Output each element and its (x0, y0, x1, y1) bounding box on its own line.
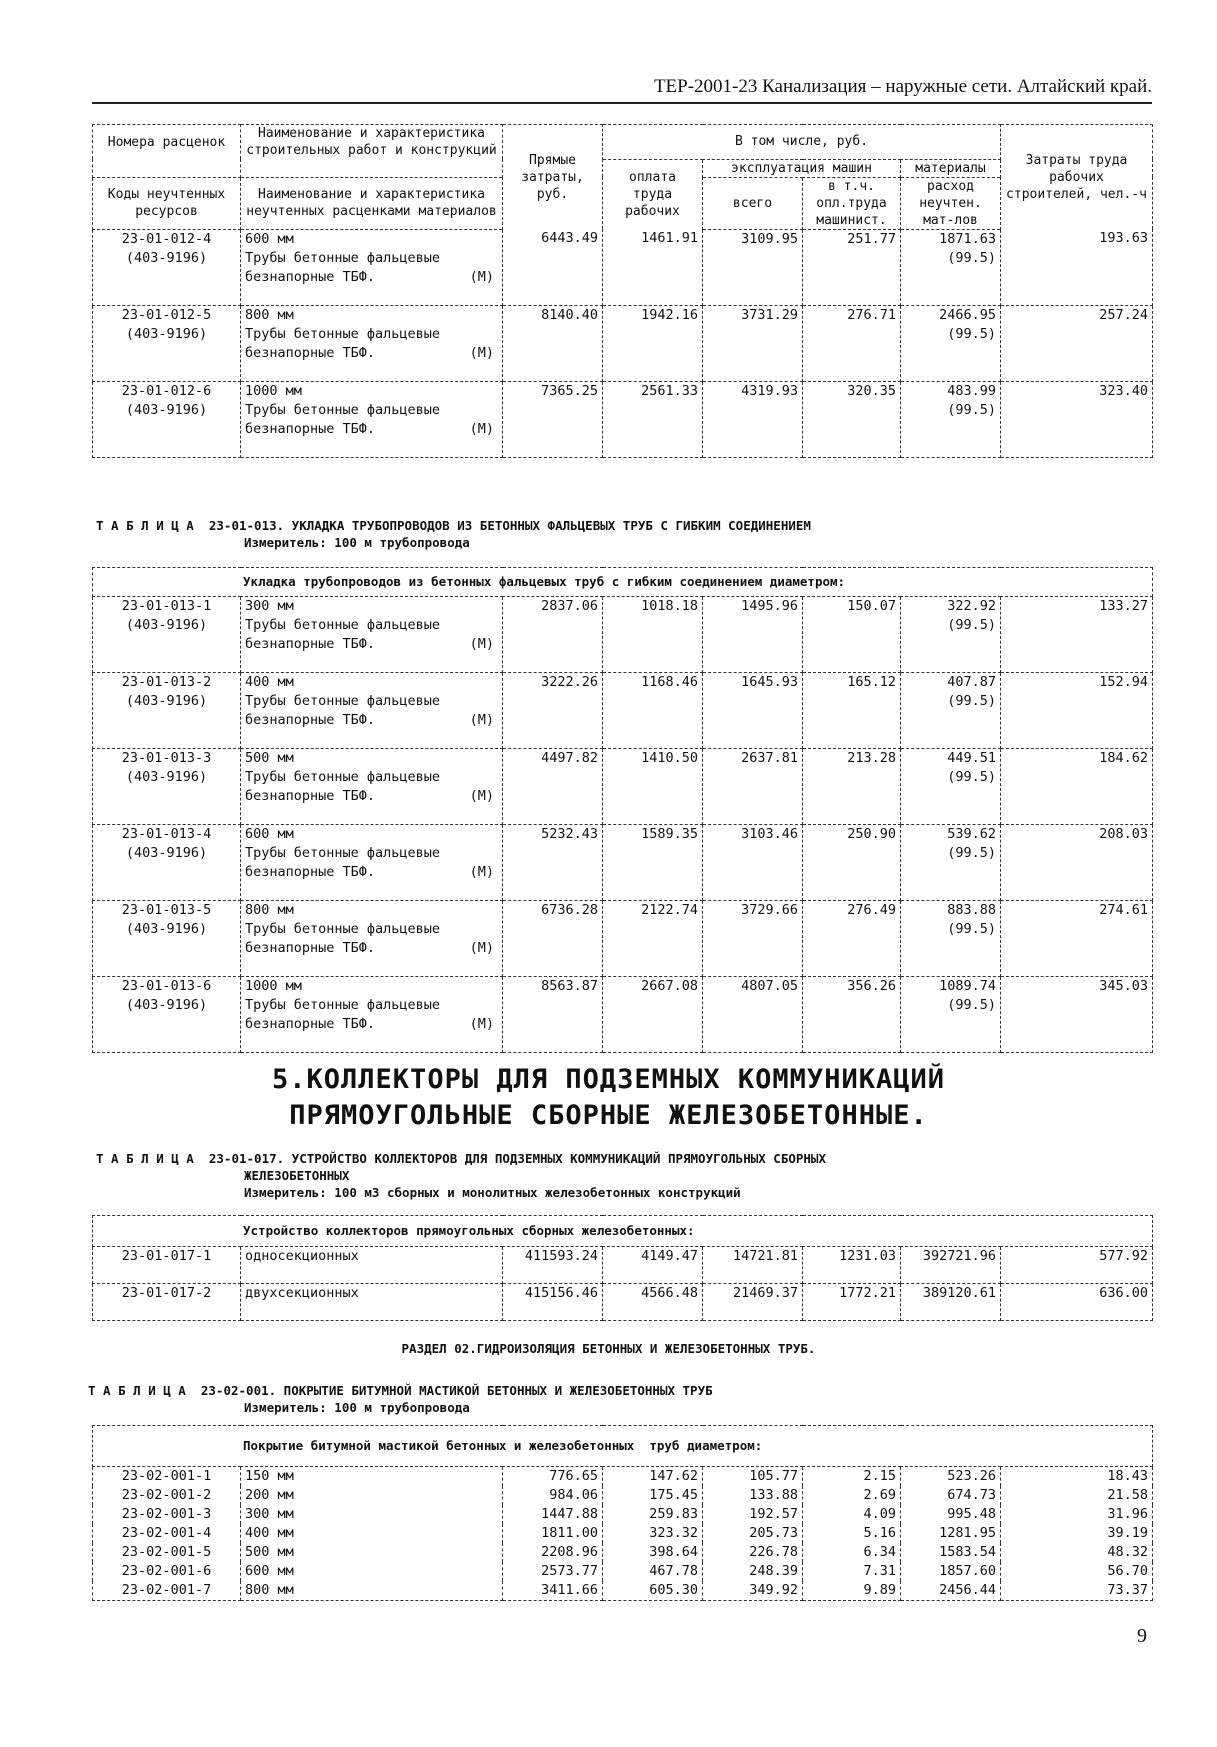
material-type: безнапорные ТБФ. (245, 712, 376, 728)
materials-cost-line: 449.51 (947, 750, 996, 766)
work-name: 400 мм (241, 1524, 503, 1543)
materials-cost: 1281.95 (901, 1524, 1001, 1543)
labor-hours: 73.37 (1001, 1581, 1153, 1601)
machine-total: 3731.29 (703, 305, 803, 381)
machine-total: 349.92 (703, 1581, 803, 1601)
section-title-line1: 5.КОЛЛЕКТОРЫ ДЛЯ ПОДЗЕМНЫХ КОММУНИКАЦИЙ (272, 1064, 945, 1095)
worker-pay: 323.32 (603, 1524, 703, 1543)
worker-pay: 2122.74 (603, 901, 703, 977)
material-type: безнапорные ТБФ. (245, 344, 376, 361)
materials-cost-line: 322.92 (947, 598, 996, 614)
operator-pay: 356.26 (803, 977, 901, 1053)
col-labor-header: Затраты труда рабочих строителей, чел.-ч (1001, 125, 1153, 230)
material-name: Трубы бетонные фальцевые (245, 769, 441, 785)
direct-cost: 984.06 (503, 1486, 603, 1505)
col-res-name-header: Наименование и характеристика неучтенных расценками материалов (241, 177, 503, 229)
labor-hours: 31.96 (1001, 1505, 1153, 1524)
col-pay-header: оплата труда рабочих (603, 159, 703, 229)
worker-pay: 1461.91 (603, 229, 703, 305)
pipe-size: 400 мм (245, 674, 294, 690)
direct-cost: 7365.25 (503, 381, 603, 457)
direct-cost: 5232.43 (503, 825, 603, 901)
table-row (93, 1467, 1153, 1487)
operator-pay: 320.35 (803, 381, 901, 457)
materials-cost-line: 539.62 (947, 826, 996, 842)
labor-hours: 152.94 (1001, 673, 1153, 749)
direct-cost: 6443.49 (503, 229, 603, 305)
materials-cost (901, 901, 1001, 977)
work-name (241, 825, 503, 901)
worker-pay: 1168.46 (603, 673, 703, 749)
materials-cost: 995.48 (901, 1505, 1001, 1524)
operator-pay: 276.49 (803, 901, 901, 977)
worker-pay: 605.30 (603, 1581, 703, 1601)
materials-cost: 523.26 (901, 1467, 1001, 1487)
operator-pay: 150.07 (803, 597, 901, 673)
direct-cost: 411593.24 (503, 1247, 603, 1284)
machine-total: 226.78 (703, 1543, 803, 1562)
direct-cost: 1447.88 (503, 1505, 603, 1524)
rate-code: 23-01-017-2 (93, 1284, 241, 1321)
rate-code-line: (403-9196) (125, 401, 208, 418)
caption-23-01-013 (96, 517, 811, 551)
materials-cost (901, 229, 1001, 305)
machine-total: 3103.46 (703, 825, 803, 901)
table-row (93, 229, 1153, 305)
material-line (245, 939, 498, 958)
pipe-size: 1000 мм (245, 382, 302, 399)
table-row (93, 1543, 1153, 1562)
material-name: Трубы бетонные фальцевые (245, 921, 441, 937)
materials-cost-line: (99.5) (947, 769, 996, 785)
running-header: ТЕР-2001-23 Канализация – наружные сети. Алтайский край. (92, 72, 1152, 104)
material-name: Трубы бетонные фальцевые (245, 617, 441, 633)
worker-pay: 1018.18 (603, 597, 703, 673)
work-name (241, 749, 503, 825)
direct-cost: 6736.28 (503, 901, 603, 977)
rate-code: 23-02-001-2 (93, 1486, 241, 1505)
materials-cost-line: 883.88 (947, 902, 996, 918)
rate-code-line: 23-01-013-3 (121, 750, 212, 766)
materials-cost-line: (99.5) (947, 325, 996, 342)
table-row (93, 597, 1153, 673)
work-name: двухсекционных (241, 1284, 503, 1321)
work-name: 150 мм (241, 1467, 503, 1487)
materials-cost-line: (99.5) (947, 921, 996, 937)
rate-code-line: 23-01-013-5 (121, 902, 212, 918)
work-name: 500 мм (241, 1543, 503, 1562)
labor-hours: 18.43 (1001, 1467, 1153, 1487)
caption-unit: Измеритель: 100 м трубопровода (244, 535, 470, 550)
machine-total: 192.57 (703, 1505, 803, 1524)
material-unit: (М) (469, 864, 494, 880)
rate-code-line: 23-01-013-4 (121, 826, 212, 842)
materials-cost (901, 977, 1001, 1053)
rate-code (93, 597, 241, 673)
work-name: 200 мм (241, 1486, 503, 1505)
rate-code (93, 305, 241, 381)
group-title: Покрытие битумной мастикой бетонных и железобетонных труб диаметром: (93, 1426, 1153, 1467)
pipe-size: 600 мм (245, 826, 294, 842)
table-row (93, 1284, 1153, 1321)
worker-pay: 467.78 (603, 1562, 703, 1581)
labor-hours: 577.92 (1001, 1247, 1153, 1284)
labor-hours: 636.00 (1001, 1284, 1153, 1321)
worker-pay: 1942.16 (603, 305, 703, 381)
labor-hours: 56.70 (1001, 1562, 1153, 1581)
table-row (93, 901, 1153, 977)
caption-23-02-001 (88, 1382, 713, 1416)
rate-code (93, 381, 241, 457)
col-res-codes-header: Коды неучтенных ресурсов (93, 177, 241, 229)
labor-hours: 193.63 (1001, 229, 1153, 305)
material-unit: (М) (469, 940, 494, 956)
table-23-02-001 (92, 1425, 1153, 1601)
material-type: безнапорные ТБФ. (245, 940, 376, 956)
rate-code-line: 23-01-013-2 (121, 674, 212, 690)
table-row (93, 305, 1153, 381)
materials-cost-line: (99.5) (947, 997, 996, 1013)
work-name (241, 977, 503, 1053)
rate-code: 23-01-017-1 (93, 1247, 241, 1284)
section-02-heading: РАЗДЕЛ 02.ГИДРОИЗОЛЯЦИЯ БЕТОННЫХ И ЖЕЛЕЗОБЕТОННЫХ ТРУБ. (401, 1341, 816, 1356)
material-name: Трубы бетонные фальцевые (245, 401, 441, 418)
operator-pay: 5.16 (803, 1524, 901, 1543)
machine-total: 2637.81 (703, 749, 803, 825)
pipe-size: 500 мм (245, 750, 294, 766)
materials-cost: 1583.54 (901, 1543, 1001, 1562)
table-23-01-012 (92, 124, 1153, 458)
work-name (241, 901, 503, 977)
machine-total: 1645.93 (703, 673, 803, 749)
table-row (93, 1505, 1153, 1524)
table-row (93, 1247, 1153, 1284)
work-name: 300 мм (241, 1505, 503, 1524)
operator-pay: 1772.21 (803, 1284, 901, 1321)
rate-code: 23-02-001-5 (93, 1543, 241, 1562)
materials-cost (901, 597, 1001, 673)
col-direct-header: Прямые затраты, руб. (503, 125, 603, 230)
material-unit: (М) (469, 636, 494, 652)
materials-cost: 674.73 (901, 1486, 1001, 1505)
material-line (245, 344, 498, 363)
material-unit: (М) (469, 344, 494, 361)
labor-hours: 323.40 (1001, 381, 1153, 457)
section-title-line2: ПРЯМОУГОЛЬНЫЕ СБОРНЫЕ ЖЕЛЕЗОБЕТОННЫЕ. (289, 1100, 928, 1131)
materials-cost-line: (99.5) (947, 845, 996, 861)
materials-cost-line: 2466.95 (939, 306, 996, 323)
material-line (245, 787, 498, 806)
machine-total: 4807.05 (703, 977, 803, 1053)
material-name: Трубы бетонные фальцевые (245, 249, 441, 266)
rate-code-line: (403-9196) (125, 325, 208, 342)
material-unit: (М) (469, 268, 494, 285)
direct-cost: 2573.77 (503, 1562, 603, 1581)
table-row (93, 381, 1153, 457)
material-line (245, 268, 498, 287)
caption-unit: Измеритель: 100 м3 сборных и монолитных железобетонных конструкций (244, 1185, 741, 1200)
materials-cost (901, 749, 1001, 825)
caption-title-cont: ЖЕЛЕЗОБЕТОННЫХ (244, 1168, 350, 1183)
material-name: Трубы бетонные фальцевые (245, 845, 441, 861)
rate-code (93, 901, 241, 977)
direct-cost: 3411.66 (503, 1581, 603, 1601)
material-unit: (М) (469, 712, 494, 728)
direct-cost: 776.65 (503, 1467, 603, 1487)
rate-code: 23-02-001-4 (93, 1524, 241, 1543)
materials-cost-line: 407.87 (947, 674, 996, 690)
labor-hours: 133.27 (1001, 597, 1153, 673)
rate-code (93, 229, 241, 305)
col-materials-header: материалы (901, 159, 1001, 177)
col-codes-header: Номера расценок (93, 125, 241, 160)
operator-pay: 1231.03 (803, 1247, 901, 1284)
worker-pay: 147.62 (603, 1467, 703, 1487)
materials-cost: 1857.60 (901, 1562, 1001, 1581)
machine-total: 3109.95 (703, 229, 803, 305)
col-exploit-header: эксплуатация машин (703, 159, 901, 177)
worker-pay: 259.83 (603, 1505, 703, 1524)
material-line (245, 711, 498, 730)
table-row (93, 1524, 1153, 1543)
material-name: Трубы бетонные фальцевые (245, 997, 441, 1013)
operator-pay: 213.28 (803, 749, 901, 825)
rate-code (93, 673, 241, 749)
machine-total: 133.88 (703, 1486, 803, 1505)
rate-code-line: (403-9196) (125, 921, 208, 937)
materials-cost-line: 1871.63 (939, 230, 996, 247)
pipe-size: 800 мм (245, 306, 294, 323)
worker-pay: 1410.50 (603, 749, 703, 825)
operator-pay: 165.12 (803, 673, 901, 749)
rate-code-line: (403-9196) (125, 249, 208, 266)
direct-cost: 3222.26 (503, 673, 603, 749)
rate-code-line: (403-9196) (125, 845, 208, 861)
worker-pay: 2561.33 (603, 381, 703, 457)
worker-pay: 4149.47 (603, 1247, 703, 1284)
page-number: 9 (1137, 1625, 1147, 1647)
worker-pay: 398.64 (603, 1543, 703, 1562)
group-title: Укладка трубопроводов из бетонных фальцевых труб с гибким соединением диаметром: (93, 568, 1153, 597)
material-line (245, 635, 498, 654)
materials-cost-line: (99.5) (947, 401, 996, 418)
labor-hours: 257.24 (1001, 305, 1153, 381)
material-name: Трубы бетонные фальцевые (245, 693, 441, 709)
rate-code: 23-02-001-3 (93, 1505, 241, 1524)
materials-cost-line: (99.5) (947, 617, 996, 633)
materials-cost (901, 305, 1001, 381)
table-row (93, 977, 1153, 1053)
direct-cost: 8563.87 (503, 977, 603, 1053)
materials-cost: 389120.61 (901, 1284, 1001, 1321)
table-23-01-017 (92, 1215, 1153, 1321)
worker-pay: 1589.35 (603, 825, 703, 901)
labor-hours: 39.19 (1001, 1524, 1153, 1543)
rate-code (93, 749, 241, 825)
materials-cost-line: 483.99 (947, 382, 996, 399)
work-name (241, 229, 503, 305)
machine-total: 248.39 (703, 1562, 803, 1581)
machine-total: 14721.81 (703, 1247, 803, 1284)
rate-code-line: (403-9196) (125, 693, 208, 709)
material-type: безнапорные ТБФ. (245, 268, 376, 285)
work-name: односекционных (241, 1247, 503, 1284)
labor-hours: 21.58 (1001, 1486, 1153, 1505)
rate-code-line: 23-01-012-4 (121, 230, 212, 247)
rate-code: 23-02-001-1 (93, 1467, 241, 1487)
col-incl-op-header: в т.ч. опл.труда машинист. (803, 177, 901, 229)
operator-pay: 4.09 (803, 1505, 901, 1524)
labor-hours: 48.32 (1001, 1543, 1153, 1562)
caption-23-01-017 (96, 1150, 826, 1201)
material-type: безнапорные ТБФ. (245, 636, 376, 652)
caption-title: Т А Б Л И Ц А 23-01-017. УСТРОЙСТВО КОЛЛЕКТОРОВ ДЛЯ ПОДЗЕМНЫХ КОММУНИКАЦИЙ ПРЯМОУГОЛЬНЫХ СБОРНЫХ (96, 1151, 826, 1166)
work-name (241, 305, 503, 381)
direct-cost: 2837.06 (503, 597, 603, 673)
materials-cost (901, 673, 1001, 749)
caption-title: Т А Б Л И Ц А 23-02-001. ПОКРЫТИЕ БИТУМНОЙ МАСТИКОЙ БЕТОННЫХ И ЖЕЛЕЗОБЕТОННЫХ ТРУБ (88, 1383, 713, 1398)
materials-cost (901, 381, 1001, 457)
material-type: безнапорные ТБФ. (245, 1016, 376, 1032)
material-type: безнапорные ТБФ. (245, 864, 376, 880)
section-title (0, 1062, 1217, 1134)
material-line (245, 863, 498, 882)
operator-pay: 6.34 (803, 1543, 901, 1562)
direct-cost: 1811.00 (503, 1524, 603, 1543)
work-name (241, 381, 503, 457)
rate-code-line: 23-01-012-5 (121, 306, 212, 323)
materials-cost (901, 825, 1001, 901)
rate-code-line: (403-9196) (125, 997, 208, 1013)
direct-cost: 4497.82 (503, 749, 603, 825)
operator-pay: 250.90 (803, 825, 901, 901)
rate-code-line: 23-01-012-6 (121, 382, 212, 399)
material-unit: (М) (469, 420, 494, 437)
labor-hours: 184.62 (1001, 749, 1153, 825)
table-row (93, 825, 1153, 901)
table-row (93, 673, 1153, 749)
work-name (241, 673, 503, 749)
materials-cost-line: (99.5) (947, 249, 996, 266)
group-title: Устройство коллекторов прямоугольных сборных железобетонных: (93, 1216, 1153, 1247)
rate-code-line: 23-01-013-6 (121, 978, 212, 994)
material-type: безнапорные ТБФ. (245, 788, 376, 804)
col-total-header: всего (703, 177, 803, 229)
materials-cost-line: (99.5) (947, 693, 996, 709)
col-name-header: Наименование и характеристика строительных работ и конструкций (241, 125, 503, 160)
operator-pay: 251.77 (803, 229, 901, 305)
pipe-size: 1000 мм (245, 978, 302, 994)
materials-cost-line: 1089.74 (939, 978, 996, 994)
rate-code (93, 977, 241, 1053)
direct-cost: 415156.46 (503, 1284, 603, 1321)
material-line (245, 420, 498, 439)
machine-total: 3729.66 (703, 901, 803, 977)
work-name: 600 мм (241, 1562, 503, 1581)
machine-total: 105.77 (703, 1467, 803, 1487)
operator-pay: 2.15 (803, 1467, 901, 1487)
work-name (241, 597, 503, 673)
rate-code-line: (403-9196) (125, 769, 208, 785)
table-row (93, 749, 1153, 825)
machine-total: 4319.93 (703, 381, 803, 457)
machine-total: 205.73 (703, 1524, 803, 1543)
direct-cost: 2208.96 (503, 1543, 603, 1562)
pipe-size: 300 мм (245, 598, 294, 614)
rate-code-line: (403-9196) (125, 617, 208, 633)
material-line (245, 1015, 498, 1034)
table-row (93, 1486, 1153, 1505)
pipe-size: 600 мм (245, 230, 294, 247)
operator-pay: 276.71 (803, 305, 901, 381)
rate-code: 23-02-001-7 (93, 1581, 241, 1601)
worker-pay: 175.45 (603, 1486, 703, 1505)
machine-total: 1495.96 (703, 597, 803, 673)
table-23-01-013 (92, 567, 1153, 1053)
material-unit: (М) (469, 1016, 494, 1032)
worker-pay: 4566.48 (603, 1284, 703, 1321)
table-row (93, 1581, 1153, 1601)
rate-code-line: 23-01-013-1 (121, 598, 212, 614)
materials-cost: 2456.44 (901, 1581, 1001, 1601)
caption-title: Т А Б Л И Ц А 23-01-013. УКЛАДКА ТРУБОПРОВОДОВ ИЗ БЕТОННЫХ ФАЛЬЦЕВЫХ ТРУБ С ГИБКИМ СОЕДИНЕНИЕМ (96, 518, 811, 533)
labor-hours: 345.03 (1001, 977, 1153, 1053)
col-incl-header: В том числе, руб. (603, 125, 1001, 160)
rate-code: 23-02-001-6 (93, 1562, 241, 1581)
col-consumption-header: расход неучтен. мат-лов (901, 177, 1001, 229)
work-name: 800 мм (241, 1581, 503, 1601)
pipe-size: 800 мм (245, 902, 294, 918)
table-row (93, 1562, 1153, 1581)
materials-cost: 392721.96 (901, 1247, 1001, 1284)
caption-unit: Измеритель: 100 м трубопровода (244, 1400, 470, 1415)
operator-pay: 9.89 (803, 1581, 901, 1601)
material-name: Трубы бетонные фальцевые (245, 325, 441, 342)
material-type: безнапорные ТБФ. (245, 420, 376, 437)
operator-pay: 7.31 (803, 1562, 901, 1581)
rate-code (93, 825, 241, 901)
material-unit: (М) (469, 788, 494, 804)
worker-pay: 2667.08 (603, 977, 703, 1053)
direct-cost: 8140.40 (503, 305, 603, 381)
operator-pay: 2.69 (803, 1486, 901, 1505)
machine-total: 21469.37 (703, 1284, 803, 1321)
labor-hours: 274.61 (1001, 901, 1153, 977)
labor-hours: 208.03 (1001, 825, 1153, 901)
